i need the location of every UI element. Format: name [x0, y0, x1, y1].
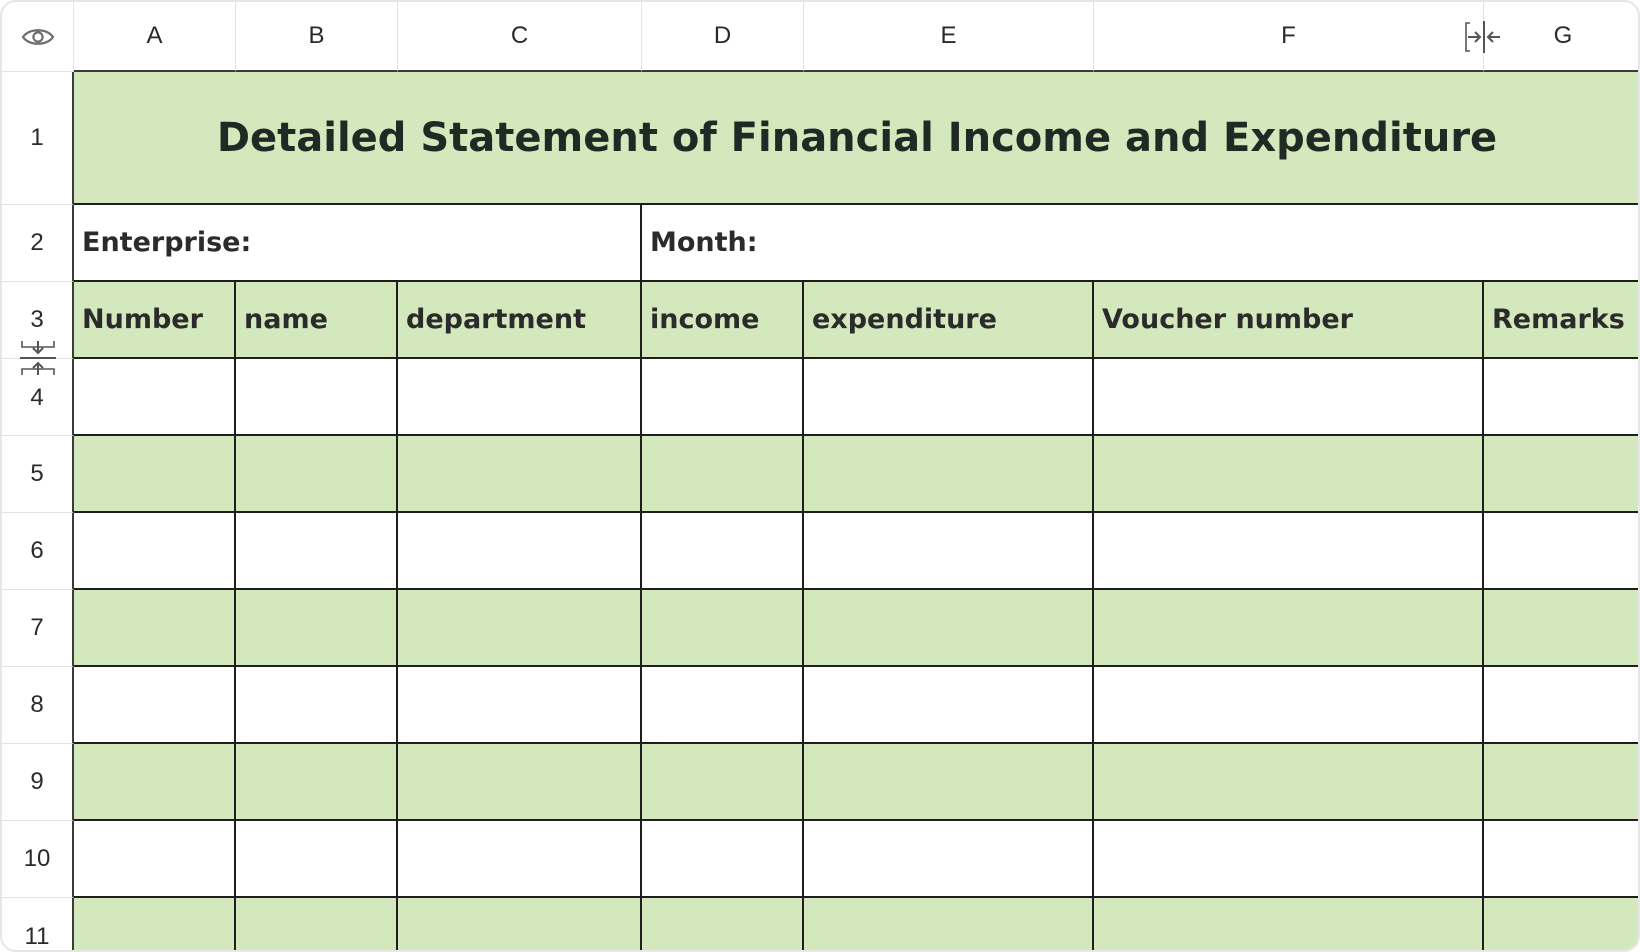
row-header-9[interactable]: [2, 744, 74, 821]
header-cell-expenditure[interactable]: [804, 282, 1094, 359]
cell-c6[interactable]: [398, 513, 642, 590]
row-header-7[interactable]: [2, 590, 74, 667]
column-header-label: E: [940, 22, 957, 49]
cell-c4[interactable]: [398, 359, 642, 436]
cell-d5[interactable]: [642, 436, 804, 513]
header-cell-income[interactable]: [642, 282, 804, 359]
column-header-b[interactable]: [236, 2, 398, 72]
sheet-title: Detailed Statement of Financial Income and Expenditure: [216, 114, 1498, 161]
cell-g11[interactable]: [1484, 898, 1640, 952]
cell-d6[interactable]: [642, 513, 804, 590]
cell-b7[interactable]: [236, 590, 398, 667]
row-header-label: 4: [30, 384, 44, 411]
cell-g6[interactable]: [1484, 513, 1640, 590]
cell-b8[interactable]: [236, 667, 398, 744]
header-label: Number: [82, 304, 203, 335]
row-header-label: 6: [30, 537, 44, 564]
cell-a5[interactable]: [74, 436, 236, 513]
cell-f11[interactable]: [1094, 898, 1484, 952]
cell-d10[interactable]: [642, 821, 804, 898]
cell-e5[interactable]: [804, 436, 1094, 513]
row-header-label: 10: [23, 845, 51, 872]
column-header-label: G: [1553, 22, 1573, 49]
cell-g10[interactable]: [1484, 821, 1640, 898]
row-header-label: 9: [30, 768, 44, 795]
month-label: Month:: [650, 227, 758, 258]
header-label: Remarks: [1492, 304, 1625, 335]
cell-a10[interactable]: [74, 821, 236, 898]
column-header-label: C: [510, 22, 529, 49]
row-header-label: 7: [30, 614, 44, 641]
cell-b4[interactable]: [236, 359, 398, 436]
cell-a11[interactable]: [74, 898, 236, 952]
cell-f5[interactable]: [1094, 436, 1484, 513]
cell-a6[interactable]: [74, 513, 236, 590]
header-cell-remarks[interactable]: [1484, 282, 1640, 359]
column-header-d[interactable]: [642, 2, 804, 72]
cell-e7[interactable]: [804, 590, 1094, 667]
header-cell-number[interactable]: [74, 282, 236, 359]
header-label: department: [406, 304, 586, 335]
column-header-e[interactable]: [804, 2, 1094, 72]
cell-f10[interactable]: [1094, 821, 1484, 898]
row-header-1[interactable]: [2, 72, 74, 205]
row-header-5[interactable]: [2, 436, 74, 513]
cell-e4[interactable]: [804, 359, 1094, 436]
column-header-label: F: [1281, 22, 1296, 49]
row-header-label: 2: [30, 229, 44, 256]
column-header-label: A: [146, 22, 163, 49]
cell-d8[interactable]: [642, 667, 804, 744]
cell-f6[interactable]: [1094, 513, 1484, 590]
cell-g8[interactable]: [1484, 667, 1640, 744]
cell-b6[interactable]: [236, 513, 398, 590]
cell-g9[interactable]: [1484, 744, 1640, 821]
cell-d11[interactable]: [642, 898, 804, 952]
cell-g4[interactable]: [1484, 359, 1640, 436]
column-resize-icon[interactable]: [1464, 19, 1504, 55]
cell-a4[interactable]: [74, 359, 236, 436]
header-cell-name[interactable]: [236, 282, 398, 359]
column-header-f[interactable]: [1094, 2, 1484, 72]
cell-c5[interactable]: [398, 436, 642, 513]
header-cell-voucher-number[interactable]: [1094, 282, 1484, 359]
cell-b9[interactable]: [236, 744, 398, 821]
row-resize-icon[interactable]: [18, 339, 58, 377]
row-header-6[interactable]: [2, 513, 74, 590]
header-label: name: [244, 304, 328, 335]
header-cell-department[interactable]: [398, 282, 642, 359]
row-resize-handle[interactable]: [18, 339, 58, 377]
row-header-label: 11: [24, 923, 50, 950]
cell-f8[interactable]: [1094, 667, 1484, 744]
cell-g7[interactable]: [1484, 590, 1640, 667]
column-header-label: D: [713, 22, 732, 49]
cell-a7[interactable]: [74, 590, 236, 667]
cell-b5[interactable]: [236, 436, 398, 513]
cell-e9[interactable]: [804, 744, 1094, 821]
cell-c9[interactable]: [398, 744, 642, 821]
cell-a8[interactable]: [74, 667, 236, 744]
cell-e8[interactable]: [804, 667, 1094, 744]
select-all-corner[interactable]: [2, 2, 74, 72]
cell-d4[interactable]: [642, 359, 804, 436]
cell-e11[interactable]: [804, 898, 1094, 952]
column-header-a[interactable]: [74, 2, 236, 72]
cell-c11[interactable]: [398, 898, 642, 952]
row-header-label: 5: [30, 460, 44, 487]
eye-icon[interactable]: [21, 26, 55, 48]
header-label: income: [650, 304, 760, 335]
row-header-label: 8: [30, 691, 44, 718]
header-label: expenditure: [812, 304, 997, 335]
cell-b11[interactable]: [236, 898, 398, 952]
column-header-label: B: [308, 22, 325, 49]
enterprise-label: Enterprise:: [82, 227, 252, 258]
cell-c7[interactable]: [398, 590, 642, 667]
column-header-c[interactable]: [398, 2, 642, 72]
enterprise-cell[interactable]: [74, 205, 642, 282]
row-header-11[interactable]: [2, 898, 74, 952]
row-header-2[interactable]: [2, 205, 74, 282]
title-cell[interactable]: [74, 72, 1640, 205]
cell-a9[interactable]: [74, 744, 236, 821]
row-header-10[interactable]: [2, 821, 74, 898]
row-header-8[interactable]: [2, 667, 74, 744]
cell-f7[interactable]: [1094, 590, 1484, 667]
cell-b10[interactable]: [236, 821, 398, 898]
cell-g5[interactable]: [1484, 436, 1640, 513]
cell-e10[interactable]: [804, 821, 1094, 898]
cell-e6[interactable]: [804, 513, 1094, 590]
cell-f4[interactable]: [1094, 359, 1484, 436]
cell-f9[interactable]: [1094, 744, 1484, 821]
row-header-label: 3: [30, 306, 44, 333]
cell-d9[interactable]: [642, 744, 804, 821]
column-resize-handle[interactable]: [1464, 19, 1504, 55]
cell-c8[interactable]: [398, 667, 642, 744]
header-label: Voucher number: [1102, 304, 1353, 335]
row-header-label: 1: [30, 124, 44, 151]
cell-d7[interactable]: [642, 590, 804, 667]
cell-c10[interactable]: [398, 821, 642, 898]
month-cell[interactable]: [642, 205, 1640, 282]
column-header-g[interactable]: [1484, 2, 1640, 72]
